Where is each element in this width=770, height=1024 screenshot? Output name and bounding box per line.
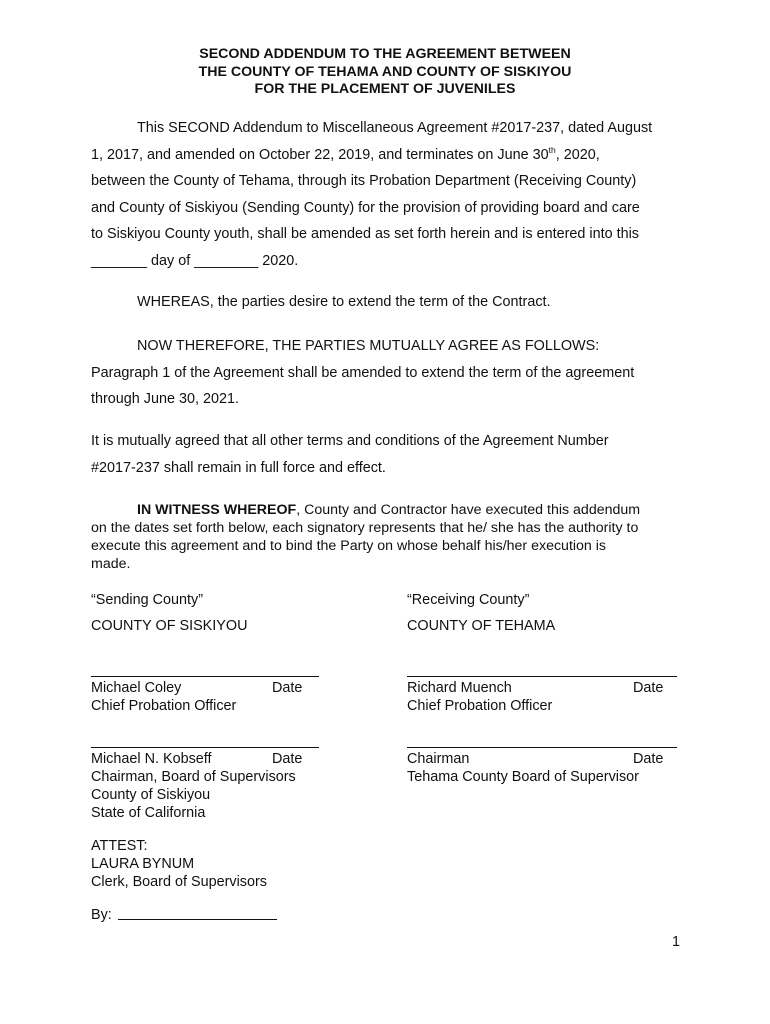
signer-date-label-chairman: Date: [633, 751, 664, 767]
intro-line-6: _______ day of ________ 2020.: [91, 252, 299, 269]
signature-line-kobseff: [91, 747, 319, 748]
sending-county-name: COUNTY OF SISKIYOU: [91, 618, 248, 634]
attest-by-label: By:: [91, 907, 112, 923]
intro-line-3: between the County of Tehama, through its Probation Department (Receiving County): [91, 173, 637, 189]
witness-paragraph: [91, 501, 701, 573]
whereas-paragraph: [91, 289, 691, 316]
signer-title-kobseff-1: Chairman, Board of Supervisors: [91, 769, 296, 785]
mutual-line-2: #2017-237 shall remain in full force and effect.: [91, 459, 386, 476]
signer-date-label-muench: Date: [633, 680, 664, 696]
sending-county-role: “Sending County”: [91, 592, 203, 608]
signer-name-kobseff: Michael N. Kobseff: [91, 751, 212, 767]
attest-name: LAURA BYNUM: [91, 856, 195, 872]
attest-label: ATTEST:: [91, 838, 148, 854]
intro-line-5: to Siskiyou County youth, shall be amended as set forth herein and is entered into this: [91, 226, 639, 242]
witness-line-1: [91, 501, 701, 519]
now-therefore-paragraph: [91, 333, 691, 413]
intro-line-2: [91, 142, 691, 169]
attest-signature-line: [118, 919, 277, 920]
receiving-county-role: “Receiving County”: [407, 592, 530, 608]
witness-heading: IN WITNESS WHEREOF: [137, 502, 297, 518]
signature-line-chairman: [407, 747, 677, 748]
now-therefore-line-2: Paragraph 1 of the Agreement shall be amended to extend the term of the agreement: [91, 364, 635, 381]
receiving-county-name: COUNTY OF TEHAMA: [407, 618, 556, 634]
intro-line-2-b: , 2020,: [555, 146, 600, 163]
page-number: 1: [672, 934, 681, 950]
mutual-line-1: It is mutually agreed that all other terms and conditions of the Agreement Number: [91, 433, 609, 449]
document-title: [0, 46, 770, 99]
now-therefore-line-1: NOW THEREFORE, THE PARTIES MUTUALLY AGREE AS FOLLOWS:: [137, 338, 600, 354]
signer-title-chairman: Tehama County Board of Supervisor: [407, 769, 639, 785]
title-line-2: THE COUNTY OF TEHAMA AND COUNTY OF SISKIYOU: [198, 63, 572, 80]
signer-title-kobseff-2: County of Siskiyou: [91, 787, 211, 803]
title-line-3: FOR THE PLACEMENT OF JUVENILES: [254, 81, 516, 97]
intro-line-2-sup: th: [548, 144, 556, 155]
witness-line-4: made.: [91, 556, 131, 572]
intro-line-1: This SECOND Addendum to Miscellaneous Agreement #2017-237, dated August: [137, 120, 653, 136]
attest-title: Clerk, Board of Supervisors: [91, 874, 267, 890]
signer-date-label-coley: Date: [272, 680, 303, 696]
signature-line-muench: [407, 676, 677, 677]
whereas-line: WHEREAS, the parties desire to extend the term of the Contract.: [137, 294, 551, 310]
signer-title-kobseff-3: State of California: [91, 805, 206, 821]
intro-paragraph: [91, 115, 691, 274]
signer-name-coley: Michael Coley: [91, 680, 182, 696]
signer-name-muench: Richard Muench: [407, 680, 512, 696]
title-line-1: SECOND ADDENDUM TO THE AGREEMENT BETWEEN: [199, 46, 571, 62]
signature-line-coley: [91, 676, 319, 677]
signer-name-chairman: Chairman: [407, 751, 470, 767]
signer-date-label-kobseff: Date: [272, 751, 303, 767]
witness-line-3: execute this agreement and to bind the Party on whose behalf his/her execution is: [91, 538, 607, 554]
intro-line-4: and County of Siskiyou (Sending County) for the provision of providing board and care: [91, 199, 640, 216]
witness-line-1-rest: , County and Contractor have executed this addendum: [296, 502, 641, 518]
signer-title-coley: Chief Probation Officer: [91, 698, 237, 714]
mutual-agreement-paragraph: [91, 428, 691, 481]
intro-line-2-a: 1, 2017, and amended on October 22, 2019, and terminates on June 30: [91, 146, 549, 163]
witness-line-2: on the dates set forth below, each signatory represents that he/ she has the authority to: [91, 520, 639, 536]
now-therefore-line-3: through June 30, 2021.: [91, 391, 240, 407]
signer-title-muench: Chief Probation Officer: [407, 698, 553, 714]
